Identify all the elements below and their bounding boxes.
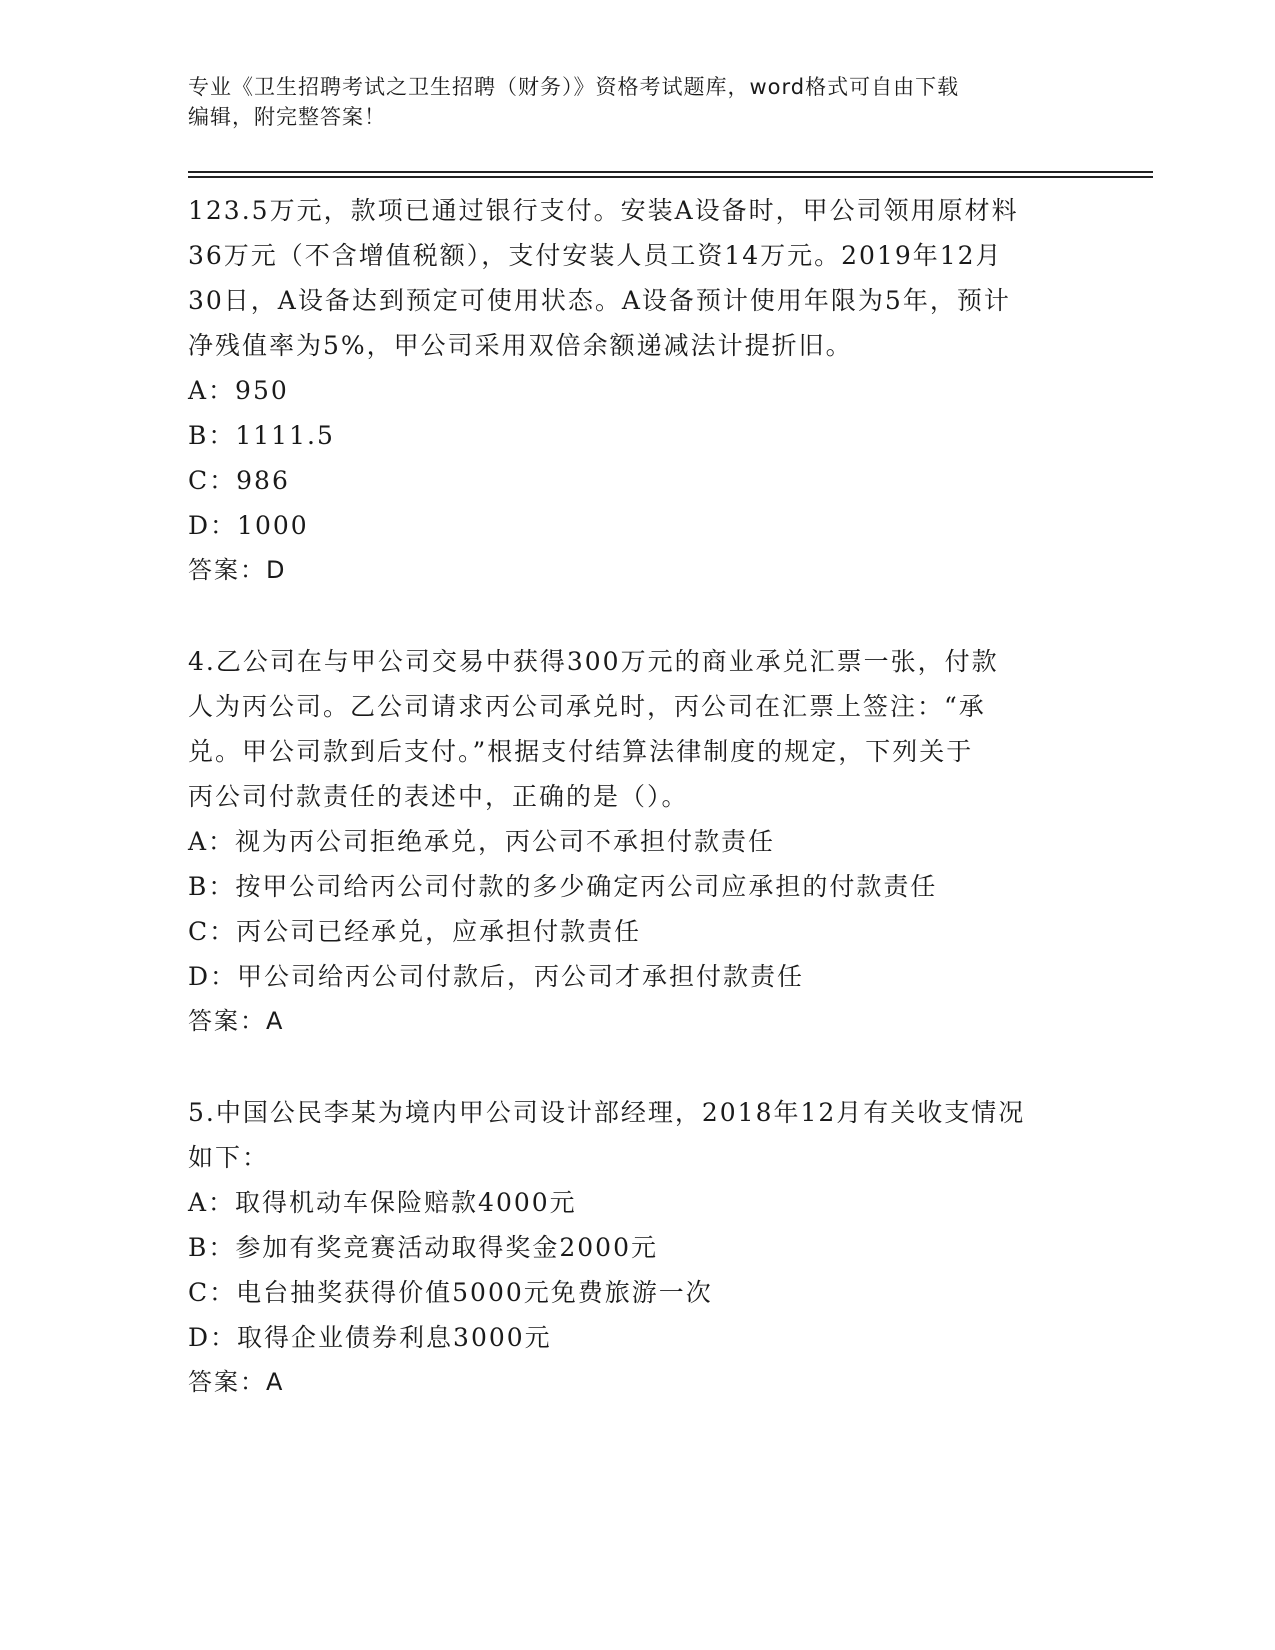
stem-line: 123.5万元，款项已通过银行支付。安装A设备时，甲公司领用原材料 bbox=[188, 196, 1019, 225]
answer-line: 答案：A bbox=[188, 1007, 285, 1035]
header-line-2: 编辑，附完整答案！ bbox=[188, 105, 386, 129]
option-d: D：甲公司给丙公司付款后，丙公司才承担付款责任 bbox=[188, 962, 805, 991]
stem-line: 5.中国公民李某为境内甲公司设计部经理，2018年12月有关收支情况 bbox=[188, 1098, 1026, 1127]
stem-line: 兑。甲公司款到后支付。”根据支付结算法律制度的规定，下列关于 bbox=[188, 737, 974, 766]
option-d: D：1000 bbox=[188, 511, 309, 540]
option-c: C：丙公司已经承兑，应承担付款责任 bbox=[188, 917, 642, 946]
stem-line: 丙公司付款责任的表述中，正确的是（）。 bbox=[188, 782, 689, 811]
stem-line: 36万元（不含增值税额），支付安装人员工资14万元。2019年12月 bbox=[188, 241, 1003, 270]
option-a: A：取得机动车保险赔款4000元 bbox=[188, 1188, 577, 1217]
option-a: A：视为丙公司拒绝承兑，丙公司不承担付款责任 bbox=[188, 827, 776, 856]
header-rule-bottom bbox=[188, 176, 1153, 178]
option-b: B：1111.5 bbox=[188, 421, 335, 450]
stem-line: 如下： bbox=[188, 1143, 270, 1172]
document-header bbox=[188, 72, 1068, 132]
option-d: D：取得企业债券利息3000元 bbox=[188, 1323, 552, 1352]
option-b: B：参加有奖竞赛活动取得奖金2000元 bbox=[188, 1233, 658, 1262]
question-stem bbox=[188, 1090, 1088, 1180]
option-b: B：按甲公司给丙公司付款的多少确定丙公司应承担的付款责任 bbox=[188, 872, 938, 901]
question-stem bbox=[188, 188, 1088, 368]
stem-line: 4.乙公司在与甲公司交易中获得300万元的商业承兑汇票一张，付款 bbox=[188, 647, 999, 676]
header-line-1: 专业《卫生招聘考试之卫生招聘（财务）》资格考试题库，word格式可自由下载 bbox=[188, 75, 960, 99]
answer-line: 答案：D bbox=[188, 556, 287, 584]
question-spacer bbox=[188, 593, 1088, 639]
stem-line: 30日，A设备达到预定可使用状态。A设备预计使用年限为5年，预计 bbox=[188, 286, 1011, 315]
answer-line: 答案：A bbox=[188, 1368, 285, 1396]
question-spacer bbox=[188, 1044, 1088, 1090]
header-rule-top bbox=[188, 171, 1153, 173]
question-block-4 bbox=[188, 639, 1088, 1044]
question-block-continued bbox=[188, 188, 1088, 593]
stem-line: 人为丙公司。乙公司请求丙公司承兑时，丙公司在汇票上签注：“承 bbox=[188, 692, 986, 721]
question-block-5 bbox=[188, 1090, 1088, 1405]
option-c: C：电台抽奖获得价值5000元免费旅游一次 bbox=[188, 1278, 713, 1307]
question-list bbox=[188, 188, 1088, 1405]
option-a: A：950 bbox=[188, 376, 289, 405]
question-stem bbox=[188, 639, 1088, 819]
stem-line: 净残值率为5%，甲公司采用双倍余额递减法计提折旧。 bbox=[188, 331, 853, 360]
option-c: C：986 bbox=[188, 466, 290, 495]
